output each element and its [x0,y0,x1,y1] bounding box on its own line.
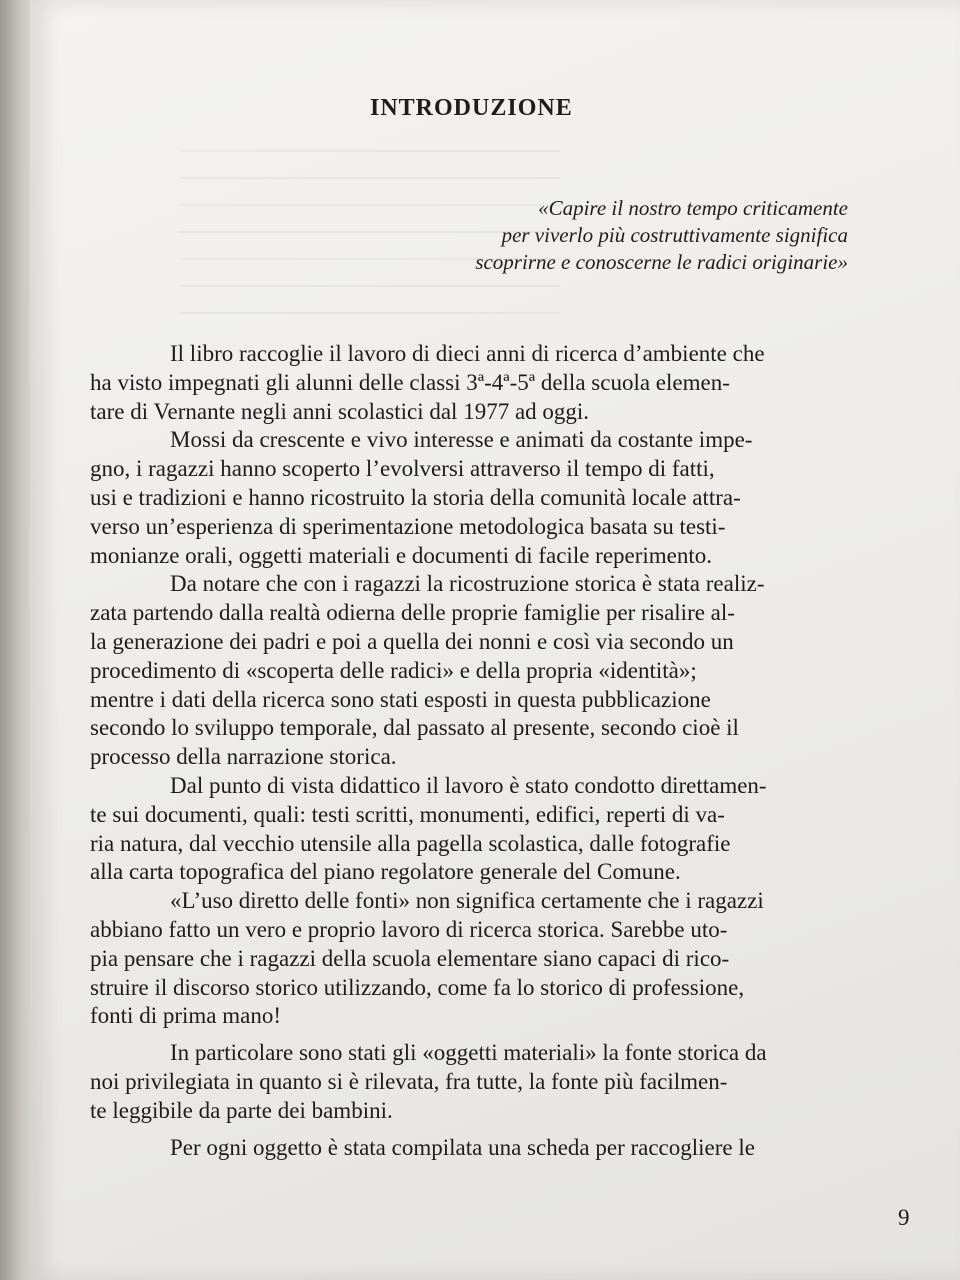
text-line: alla carta topografica del piano regolatore generale del Comune. [90,859,681,885]
text-line: te sui documenti, quali: testi scritti, monumenti, edifici, reperti di va- [90,801,725,827]
text-line: gno, i ragazzi hanno scoperto l’evolversi attraverso il tempo di fatti, [90,456,715,482]
text-line: verso un’esperienza di sperimentazione metodologica basata su testi- [90,513,726,539]
text-line: ha visto impegnati gli alunni delle classi 3ª-4ª-5ª della scuola elemen- [90,369,730,395]
text-line: noi privilegiata in quanto si è rilevata, fra tutte, la fonte più facilmen- [90,1068,728,1094]
text-line: monianze orali, oggetti materiali e documenti di facile reperimento. [90,542,713,568]
epigraph-line: scoprirne e conoscerne le radici originarie» [475,250,848,274]
introduction-body [90,340,930,1162]
text-line: tare di Vernante negli anni scolastici dal 1977 ad oggi. [90,398,590,424]
epigraph-quote [475,195,848,276]
text-line: «L’uso diretto delle fonti» non significa certamente che i ragazzi [170,888,764,914]
text-line: zata partendo dalla realtà odierna delle proprie famiglie per risalire al- [90,600,735,626]
text-line: fonti di prima mano! [90,1003,281,1029]
text-line: pia pensare che i ragazzi della scuola elementare siano capaci di rico- [90,945,730,971]
text-line: abbiano fatto un vero e proprio lavoro di ricerca storica. Sarebbe uto- [90,916,728,942]
page-number: 9 [898,1205,910,1230]
text-line: struire il discorso storico utilizzando, come fa lo storico di professione, [90,974,745,1000]
text-line: secondo lo sviluppo temporale, dal passato al presente, secondo cioè il [90,715,739,741]
text-line: Da notare che con i ragazzi la ricostruzione storica è stata realiz- [170,571,765,597]
text-line: Dal punto di vista didattico il lavoro è stato condotto direttamen- [170,772,767,798]
epigraph-line: per viverlo più costruttivamente significa [501,223,848,247]
text-line: usi e tradizioni e hanno ricostruito la storia della comunità locale attra- [90,484,741,510]
text-line: ria natura, dal vecchio utensile alla pagella scolastica, dalle fotografie [90,830,731,856]
text-line: Mossi da crescente e vivo interesse e animati da costante impe- [170,427,753,453]
page-title: INTRODUZIONE [370,95,573,121]
text-line: Per ogni oggetto è stata compilata una scheda per raccogliere le [170,1134,755,1160]
epigraph-line: «Capire il nostro tempo criticamente [538,196,848,220]
text-line: la generazione dei padri e poi a quella dei nonni e così via secondo un [90,628,734,654]
text-line: mentre i dati della ricerca sono stati esposti in questa pubblicazione [90,686,711,712]
book-page [30,0,960,1280]
text-line: Il libro raccoglie il lavoro di dieci anni di ricerca d’ambiente che [170,341,765,366]
text-line: te leggibile da parte dei bambini. [90,1097,393,1123]
text-line: procedimento di «scoperta delle radici» e della propria «identità»; [90,657,697,683]
text-line: processo della narrazione storica. [90,744,397,770]
text-line: In particolare sono stati gli «oggetti materiali» la fonte storica da [170,1040,767,1066]
